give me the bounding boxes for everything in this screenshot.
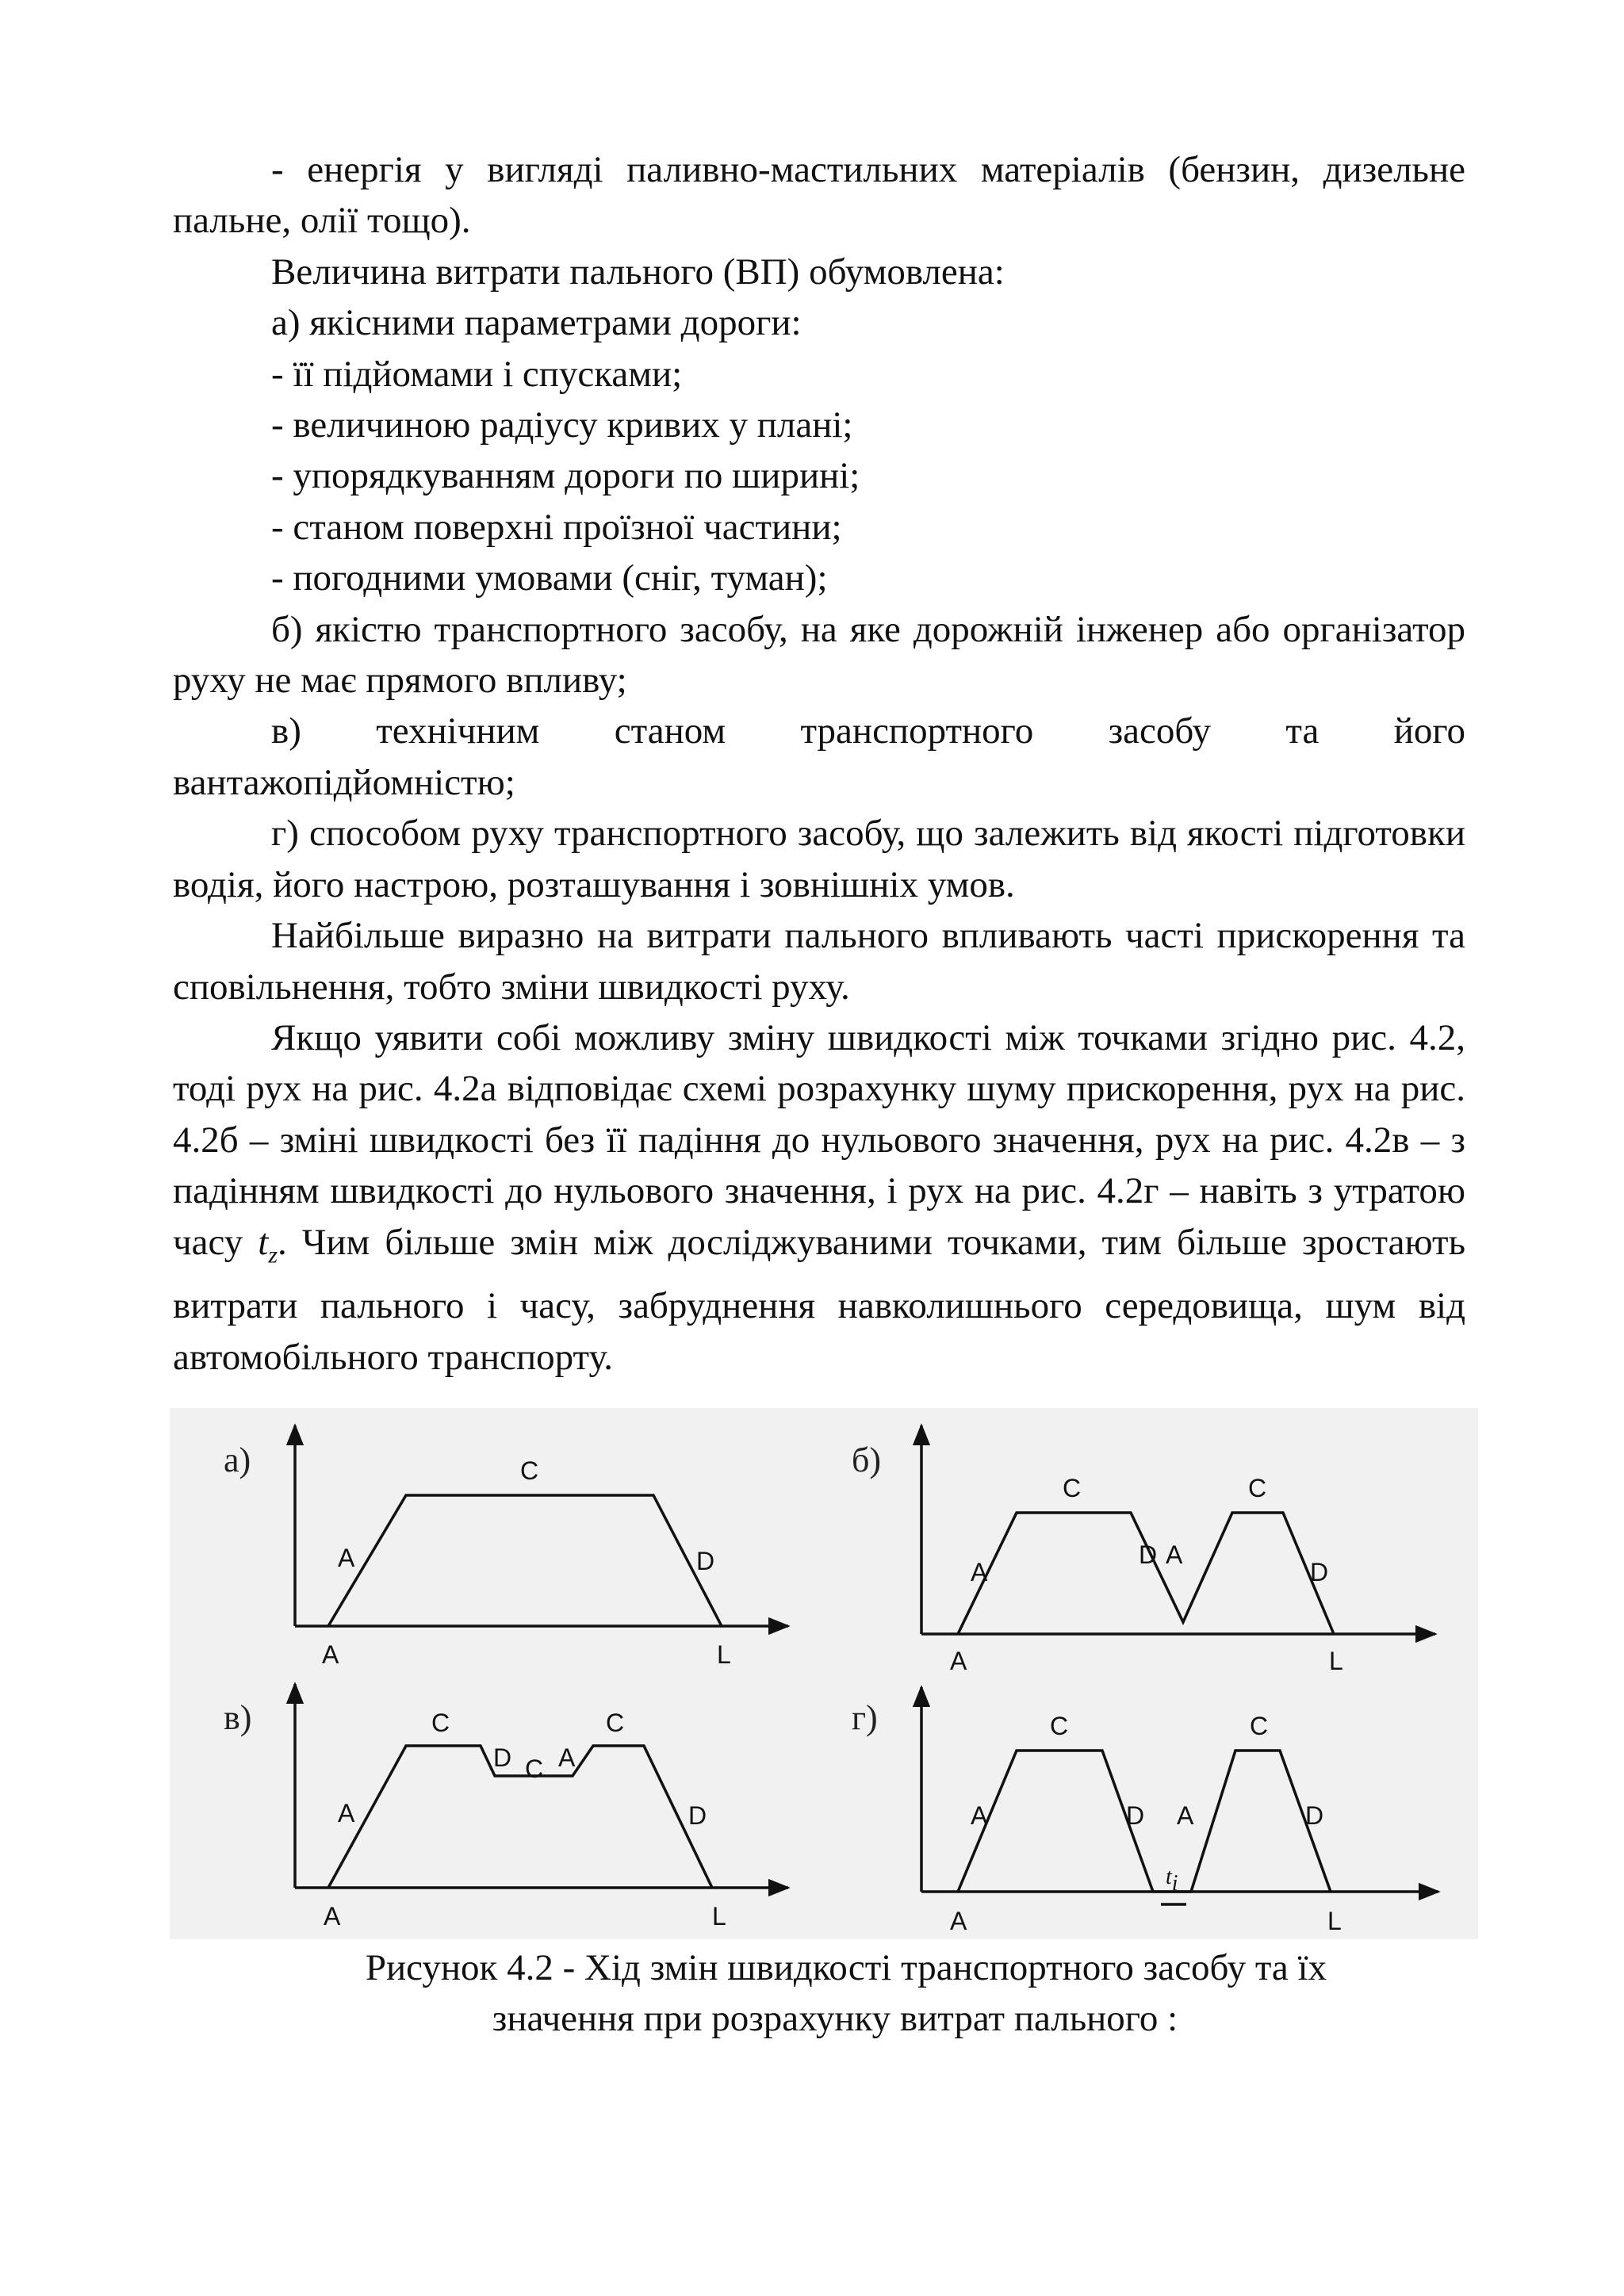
speed-profile-line [958,1513,1334,1634]
time-symbol: t [258,1221,269,1263]
panel-label-d: г) [852,1698,878,1737]
panel-d [921,1687,1438,1904]
segment-label: D [1305,1801,1324,1830]
end-point-label: L [1329,1647,1343,1675]
segment-label: D [1310,1558,1329,1586]
paragraph: - упорядкуванням дороги по ширині; [271,455,860,497]
paragraph: в) технічним станом транспортного засобу та його [271,710,1465,752]
speed-change-diagrams [170,1408,1478,1939]
end-point-label: L [717,1640,731,1669]
paragraph: вантажопідйомністю; [173,761,515,803]
panel-a [295,1425,788,1626]
panel-label-b: б) [852,1441,882,1479]
panel-c [295,1684,788,1888]
panel-label-c: в) [224,1698,252,1737]
paragraph: - станом поверхні проїзної частини; [271,506,842,548]
segment-label: D [696,1547,715,1575]
segment-label: C [1248,1474,1267,1502]
segment-label: A [338,1544,355,1572]
paragraph: а) якісними параметрами дороги: [271,302,802,344]
caption-line-1: Рисунок 4.2 - Хід змін швидкості транспортного засобу та їх [365,1947,1327,1988]
paragraph: б) якістю транспортного засобу, на яке дорожній інженер або організатор руху не має прямого впливу; [173,608,1465,702]
paragraph-part: . Чим більше змін між досліджуваними точками, тим більше зростають витрати пального і часу, забруднення навколишнього середовища, шум від автомобільного транспорту. [173,1221,1465,1378]
paragraph: - величиною радіусу кривих у плані; [271,404,853,446]
caption-line-2: значення при розрахунку витрат пального : [492,1998,1178,2039]
segment-label: C [1250,1712,1269,1740]
segment-label: D [493,1743,512,1772]
segment-label: C [1063,1474,1082,1502]
segment-label: C [606,1709,625,1737]
body-text [173,144,1465,1383]
paragraph: Найбільше виразно на витрати пального впливають часті прискорення та сповільнення, тобто зміни швидкості руху. [173,915,1465,1008]
start-point-label: A [322,1640,339,1669]
paragraph-part: Якщо уявити собі можливу зміну швидкості між точками згідно рис. 4.2, тоді рух на рис. 4.2а відповідає схемі розрахунку шуму прискорення, рух на рис. 4.2б – зміні швидкості без її падіння до нульового значення, рух на рис. 4.2в – з падінням швидкості до нульового значення, і рух на рис. 4.2г – навіть з утратою часу [173,1016,1465,1263]
pause-time-label: ti [1166,1865,1178,1896]
segment-label: A [1166,1540,1183,1569]
segment-label: A [338,1799,355,1827]
segment-label: A [971,1558,988,1586]
segment-label: A [971,1801,988,1830]
figure-caption [173,1942,1465,2044]
speed-profile-line [328,1495,722,1626]
start-point-label: A [950,1647,967,1675]
segment-label: A [1177,1801,1194,1830]
paragraph: - її підйомами і спусками; [271,353,683,395]
segment-label: C [1050,1712,1069,1740]
segment-label: D [1126,1801,1145,1830]
start-point-label: A [950,1907,967,1935]
panel-label-a: а) [224,1441,251,1479]
paragraph: Величина витрати пального (ВП) обумовлена: [271,251,1005,293]
time-subscript: z [268,1241,278,1268]
segment-label: D [1139,1540,1158,1569]
paragraph: г) способом руху транспортного засобу, що залежить від якості підготовки водія, його настрою, розташування і зовнішніх умов. [173,813,1465,905]
end-point-label: L [1327,1907,1342,1935]
segment-label: A [558,1743,576,1772]
segment-label: C [525,1755,544,1783]
paragraph: - погодними умовами (сніг, туман); [271,557,828,599]
segment-label: C [520,1456,539,1485]
segment-label: C [431,1709,450,1737]
segment-label: D [688,1801,707,1830]
end-point-label: L [712,1902,726,1931]
start-point-label: A [324,1902,341,1931]
paragraph: - енергія у вигляді паливно-мастильних матеріалів (бензин, дизельне пальне, олії тощо). [173,149,1465,242]
figure-4-2 [170,1408,1478,1939]
paragraph [173,1012,1465,1383]
panel-b [921,1425,1435,1634]
speed-profile-line [328,1746,712,1888]
